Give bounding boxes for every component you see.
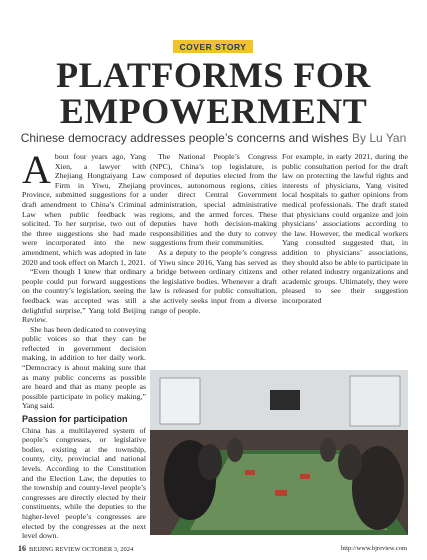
- drop-cap: A: [22, 147, 51, 192]
- paragraph-5: The National People’s Congress (NPC), China’s top legislature, is composed of deputies elected from the provinces, autonomous regions, cities under direct Central Government administration, special administrative regions, and the armed forces. These deputies have both decision-making responsibilities and the duty to convey suggestions from their communities.: [150, 152, 277, 248]
- headline-line-1: PLATFORMS FOR: [56, 55, 371, 95]
- website-url: http://www.bjreview.com: [341, 545, 407, 552]
- magazine-issue: BEIJING REVIEW OCTOBER 3, 2024: [29, 546, 134, 553]
- paragraph-7: For example, in early 2021, during the public consultation period for the draft law on protecting the lawful rights and interests of physicians, Yang visited local hospitals to gather opinions from medical professionals. The draft stated that physicians could organize and join physicians’ associations according to the law. However, the medical workers Yang consulted suggested that, in addition to physicians’ associations, they should also be able to participate in other related industry organizations and academic groups. Ultimately, they were pleased to see their suggestion incorporated: [282, 152, 408, 305]
- meeting-photo: [150, 370, 408, 535]
- paragraph-2: “Even though I knew that ordinary people could put forward suggestions on the country’s legislation, seeing the feedback was accepted was still a delightful surprise,” Yang told Beijing Review.: [22, 267, 146, 325]
- headline-line-2: EMPOWERMENT: [59, 91, 368, 131]
- section-heading: Passion for participation: [22, 414, 128, 425]
- article-column-3: [282, 152, 408, 306]
- paragraph-3: She has been dedicated to conveying public voices so that they can be reflected in government decision making, in addition to her daily work. “Democracy is about making sure that as many public concerns as possible are heard and that as many people as possible participate in policy making,” Yang said.: [22, 324, 146, 411]
- paragraph-4: China has a multilayered system of people’s congresses, or legislative bodies, existing at the township, county, city, provincial and national levels. According to the Constitution and the Election Law, the deputies to the township and county-level people’s congresses are directly elected by their constituents, while the deputies to the higher-level people’s congresses are elected by the congresses at the next level down.: [22, 425, 146, 541]
- article-column-1: [22, 147, 146, 541]
- subheadline: [0, 131, 427, 145]
- subhead-text: Chinese democracy addresses people’s concerns and wishes: [20, 131, 349, 145]
- section-tag: COVER STORY: [173, 40, 253, 53]
- paragraph-1-text: bout four years ago, Yang Xien, a lawyer with Zhejiang Hongtaiyang Law Firm in Yiwu, Zhejiang Province, submitted suggestions for a draft amendment to China’s Criminal Law when public feedback was solicited. To her surprise, two out of the three suggestions she had made were incorporated into the new amendment, which was adopted in late 2020 and took effect on March 1, 2021.: [22, 152, 146, 267]
- paragraph-1: [22, 147, 146, 267]
- meeting-photo-illustration: [150, 370, 408, 535]
- paragraph-6: As a deputy to the people’s congress of Yiwu since 2016, Yang has served as a bridge between ordinary citizens and the legislative bodies. Whenever a draft law is released for public consultation, she actively seeks input from a diverse range of people.: [150, 247, 277, 315]
- footer-left: [18, 544, 133, 553]
- byline: By Lu Yan: [352, 131, 407, 145]
- page-number: 16: [18, 544, 26, 553]
- page-footer: [0, 539, 427, 560]
- article-column-2: [150, 152, 277, 315]
